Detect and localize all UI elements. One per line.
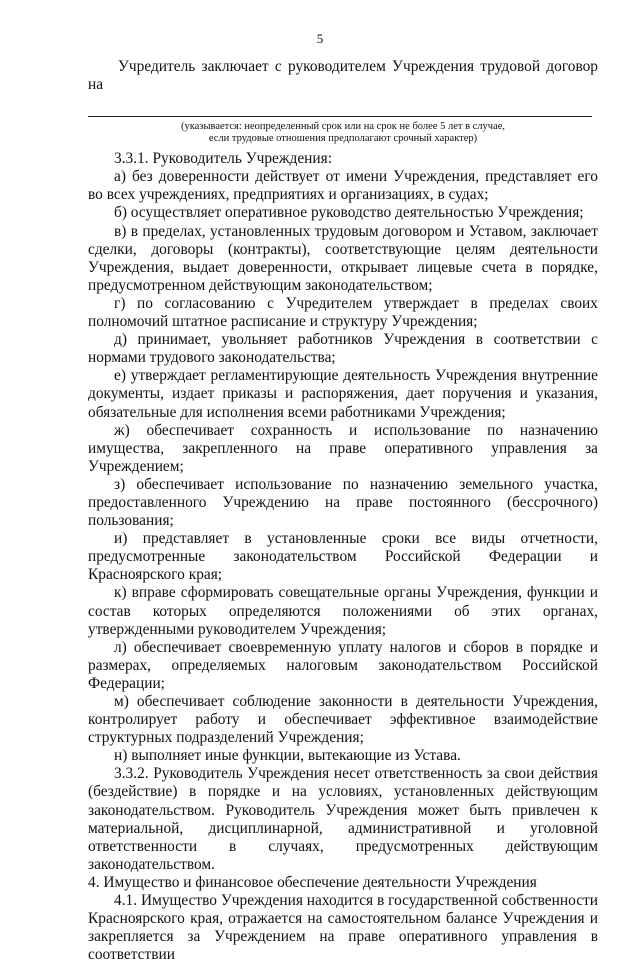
clause-i: и) представляет в установленные сроки все виды отчетности, предусмотренные законодательством Российской Федерации и Красноярского края; — [88, 530, 598, 584]
document-body — [88, 58, 598, 964]
clause-z: з) обеспечивает использование по назначению земельного участка, предоставленного Учреждению на праве постоянного (бессрочного) пользования; — [88, 475, 598, 530]
clause-m: м) обеспечивает соблюдение законности в деятельности Учреждения, контролирует работу и обеспечивает эффективное взаимодействие структурных подразделений Учреждения; — [88, 693, 598, 747]
section-4-heading: 4. Имущество и финансовое обеспечение деятельности Учреждения — [88, 873, 537, 891]
clause-zh: ж) обеспечивает сохранность и использование по назначению имущества, закрепленного на праве оперативного управления за Учреждением; — [88, 421, 598, 475]
clause-k: к) вправе сформировать совещательные органы Учреждения, функции и состав которых определяются положениями об этих органах, утвержденными руководителем Учреждения; — [88, 584, 598, 638]
clause-d: д) принимает, увольняет работников Учреждения в соответствии с нормами трудового законодательства; — [88, 331, 598, 367]
clause-n: н) выполняет иные функции, вытекающие из Устава. — [114, 747, 461, 765]
clause-e: е) утверждает регламентирующие деятельность Учреждения внутренние документы, издает приказы и распоряжения, дает поручения и указания, обязательные для исполнения всеми работниками Учреждения; — [88, 367, 598, 421]
clause-3-3-2: 3.3.2. Руководитель Учреждения несет ответственность за свои действия (бездействие) в порядке и на условиях, установленных действующим законодательством. Руководитель Учреждения может быть привлечен к материальной, дисциплинарной, административной и уголовной ответственности в случаях, предусмотренных действующим законодательством. — [88, 765, 598, 873]
page-number: 5 — [316, 31, 324, 46]
hint-line-2: если трудовые отношения предполагают срочный характер) — [208, 133, 478, 145]
hint-line-1: (указывается: неопределенный срок или на срок не более 5 лет в случае, — [180, 121, 506, 133]
clause-g: г) по согласованию с Учредителем утверждает в пределах своих полномочий штатное расписание и структуру Учреждения; — [88, 294, 598, 331]
clause-a: а) без доверенности действует от имени Учреждения, представляет его во всех учреждениях, предприятиях и организациях, в судах; — [88, 168, 598, 204]
clause-4-1: 4.1. Имущество Учреждения находится в государственной собственности Красноярского края, отражается на самостоятельном балансе Учреждения и закрепляется за Учреждением на праве оперативного управления в соответствии — [88, 892, 598, 964]
contract-paragraph: Учредитель заключает с руководителем Учреждения трудовой договор на — [88, 58, 598, 94]
clause-3-3-1-heading: 3.3.1. Руководитель Учреждения: — [114, 150, 332, 168]
contract-term-blank-line — [88, 94, 592, 117]
clause-b: б) осуществляет оперативное руководство деятельностью Учреждения; — [114, 204, 584, 222]
clause-l: л) обеспечивает своевременную уплату налогов и сборов в порядке и размерах, определяемых налоговым законодательством Российской Федерации; — [88, 638, 598, 692]
clause-v: в) в пределах, установленных трудовым договором и Уставом, заключает сделки, договоры (контракты), соответствующие целям деятельности Учреждения, выдает доверенности, открывает лицевые счета в порядке, предусмотренном действующим законодательством; — [88, 222, 598, 294]
contract-term-hint — [88, 121, 598, 145]
